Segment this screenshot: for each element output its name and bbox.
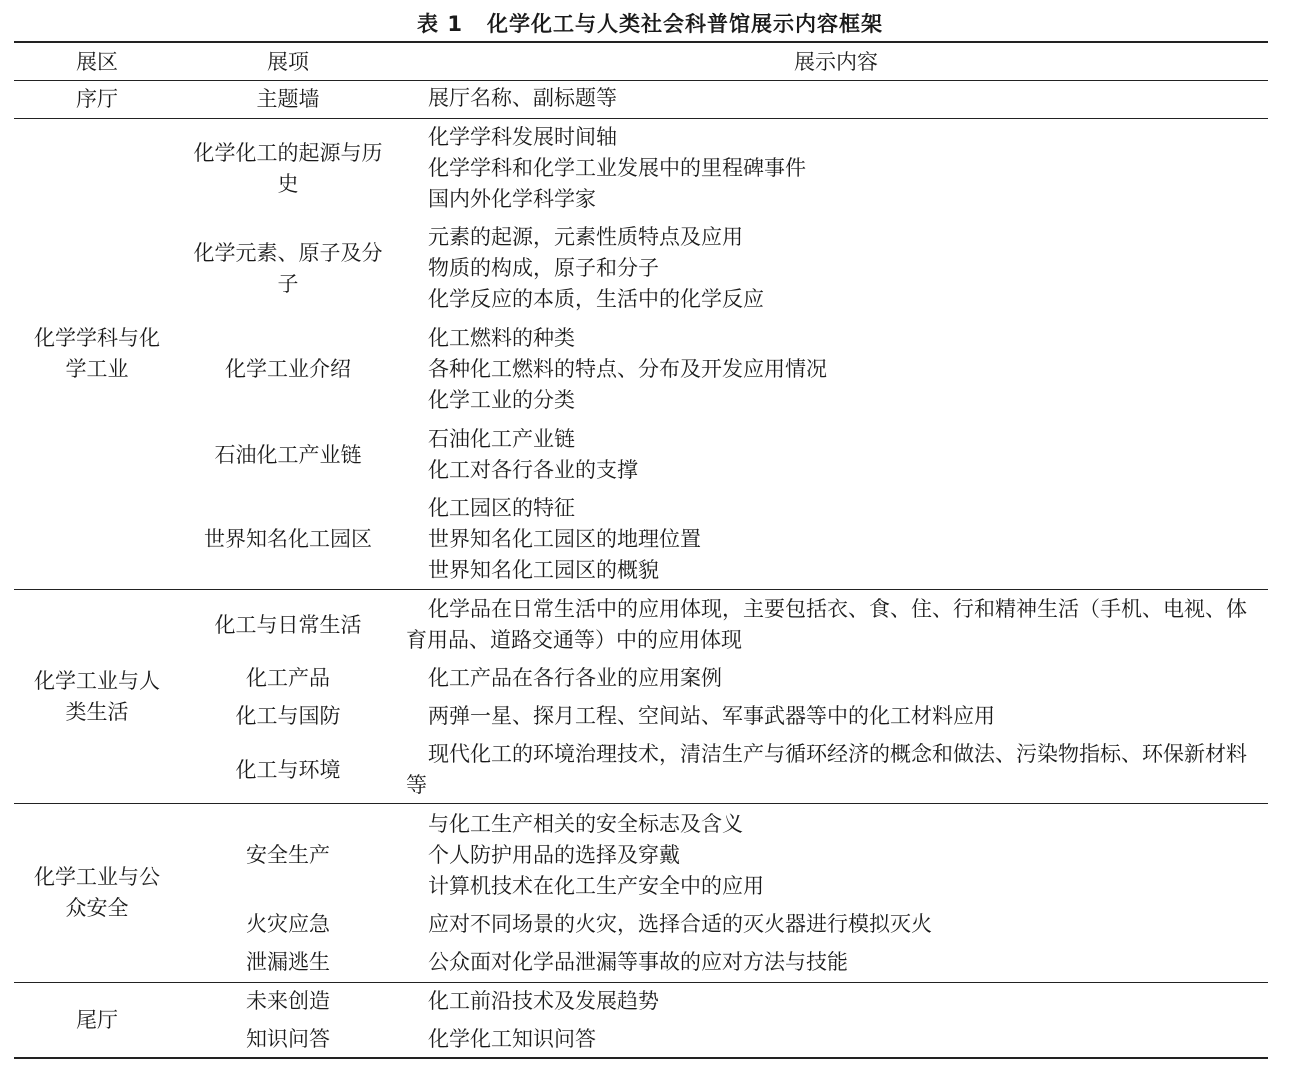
content-knowledge-quiz <box>406 1024 1266 1055</box>
divider-section-2 <box>14 803 1268 804</box>
content-chem-industry-intro <box>406 323 1266 416</box>
content-line: 化学反应的本质，生活中的化学反应 <box>428 287 764 311</box>
top-rule <box>14 41 1268 43</box>
table-caption <box>0 8 1300 38</box>
item-daily-life: 化工与日常生活 <box>214 612 362 637</box>
item-theme-wall: 主题墙 <box>256 87 320 111</box>
item-safe-production: 安全生产 <box>246 843 330 867</box>
zone-tail-hall: 尾厅 <box>76 1007 118 1032</box>
table-number: 表 1 <box>417 12 463 36</box>
content-line: 与化工生产相关的安全标志及含义 <box>428 812 743 836</box>
zone-chemistry-and-industry <box>14 120 180 588</box>
content-line: 元素的起源，元素性质特点及应用 <box>428 225 743 249</box>
item-label: 化学元素、原子及分子 <box>193 240 383 296</box>
content-paragraph: 现代化工的环境治理技术，清洁生产与循环经济的概念和做法、污染物指标、环保新材料等 <box>406 742 1247 797</box>
content-line: 各种化工燃料的特点、分布及开发应用情况 <box>428 357 827 381</box>
content-line: 应对不同场景的火灾，选择合适的灭火器进行模拟灭火 <box>428 912 932 936</box>
content-line: 世界知名化工园区的地理位置 <box>428 527 701 551</box>
item-chem-products: 化工产品 <box>246 666 330 690</box>
header-content: 展示内容 <box>794 50 878 74</box>
content-line: 展厅名称、副标题等 <box>428 86 617 110</box>
content-leak-escape <box>406 947 1266 978</box>
zone-label: 化学学科与化学工业 <box>34 326 160 381</box>
table-title: 化学化工与人类社会科普馆展示内容框架 <box>486 12 883 36</box>
zone-industry-and-life <box>14 591 180 802</box>
content-line: 物质的构成，原子和分子 <box>428 256 659 280</box>
content-line: 化学学科发展时间轴 <box>428 125 617 149</box>
item-chem-parks: 世界知名化工园区 <box>204 527 372 551</box>
content-line: 化工园区的特征 <box>428 496 575 520</box>
content-fire-emergency <box>406 909 1266 940</box>
zone-label: 化学工业与人类生活 <box>34 668 160 724</box>
content-line: 化工前沿技术及发展趋势 <box>428 989 659 1013</box>
item-leak-escape: 泄漏逃生 <box>246 950 330 974</box>
divider-lobby <box>14 118 1268 119</box>
content-line: 国内外化学科学家 <box>428 187 596 211</box>
content-line: 化工燃料的种类 <box>428 326 575 350</box>
content-elements-atoms <box>406 222 1266 315</box>
content-petrochem-chain <box>406 424 1266 486</box>
bottom-rule <box>14 1057 1268 1059</box>
header-item: 展项 <box>267 50 309 74</box>
content-line: 化工对各行各业的支撑 <box>428 458 638 482</box>
item-fire-emergency: 火灾应急 <box>246 912 330 936</box>
content-line: 化学工业的分类 <box>428 388 575 412</box>
header-zone: 展区 <box>76 50 118 74</box>
content-chem-parks <box>406 493 1266 586</box>
item-label: 化学化工的起源与历史 <box>193 140 383 196</box>
content-theme-wall <box>406 83 1266 114</box>
content-line: 石油化工产业链 <box>428 427 575 451</box>
item-petrochem-chain: 石油化工产业链 <box>214 442 362 467</box>
item-future-creation: 未来创造 <box>246 989 330 1013</box>
content-national-defense <box>406 701 1266 732</box>
content-daily-life <box>406 594 1266 656</box>
item-origin-history <box>180 122 396 215</box>
content-line: 化学学科和化学工业发展中的里程碑事件 <box>428 156 806 180</box>
content-paragraph: 化学品在日常生活中的应用体现，主要包括衣、食、住、行和精神生活（手机、电视、体育用品、道路交通等）中的应用体现 <box>406 597 1247 652</box>
content-chem-products <box>406 663 1266 694</box>
content-line: 化工产品在各行各业的应用案例 <box>428 666 722 690</box>
content-line: 计算机技术在化工生产安全中的应用 <box>428 874 764 898</box>
content-line: 化学化工知识问答 <box>428 1027 596 1051</box>
item-knowledge-quiz: 知识问答 <box>246 1027 330 1051</box>
content-safe-production <box>406 809 1266 902</box>
item-environment: 化工与环境 <box>235 757 341 782</box>
header-rule <box>14 80 1268 81</box>
content-origin-history <box>406 122 1266 215</box>
content-line: 世界知名化工园区的概貌 <box>428 558 659 582</box>
item-chem-industry-intro: 化学工业介绍 <box>225 357 351 381</box>
zone-industry-and-safety <box>14 805 180 981</box>
divider-section-3 <box>14 982 1268 983</box>
content-future-creation <box>406 986 1266 1017</box>
content-line: 公众面对化学品泄漏等事故的应对方法与技能 <box>428 950 848 974</box>
divider-section-1 <box>14 589 1268 590</box>
zone-lobby: 序厅 <box>76 87 118 111</box>
item-national-defense: 化工与国防 <box>235 704 341 728</box>
content-line: 两弹一星、探月工程、空间站、军事武器等中的化工材料应用 <box>428 704 995 728</box>
content-environment <box>406 739 1266 801</box>
item-elements-atoms <box>180 222 396 315</box>
content-line: 个人防护用品的选择及穿戴 <box>428 843 680 867</box>
zone-label: 化学工业与公众安全 <box>34 865 160 920</box>
